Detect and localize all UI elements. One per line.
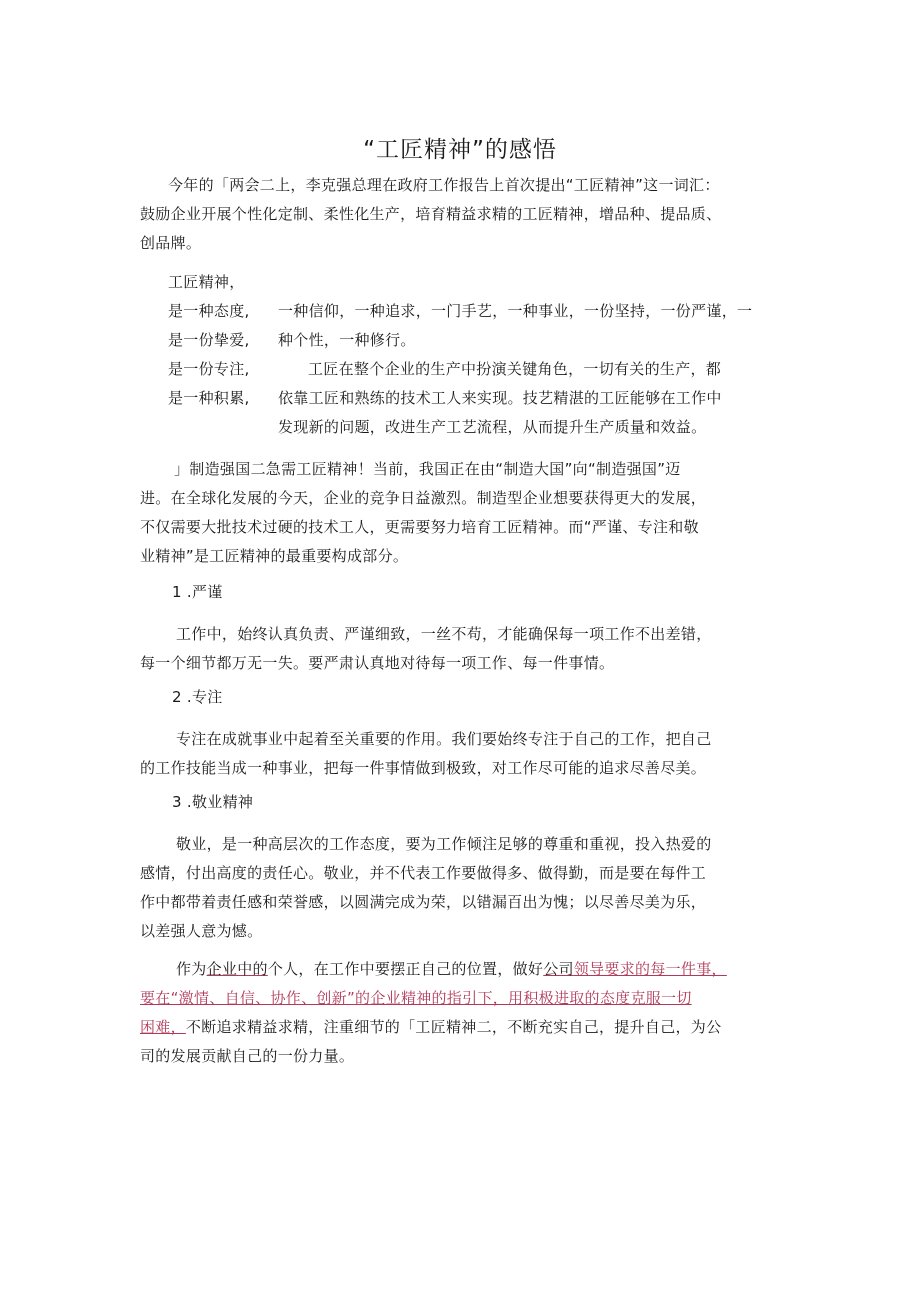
section-body-2 (140, 725, 712, 783)
closing-text: 作为 (176, 960, 207, 978)
section-body-1 (140, 620, 712, 678)
closing-paragraph (140, 955, 727, 1071)
strong-line: 进。在全球化发展的今天，企业的竞争日益激烈。制造型企业想要获得更大的发展， (140, 489, 707, 507)
definition-left-item: 是一种积累, (168, 389, 250, 407)
section-line: 敬业，是一种高层次的工作态度，要为工作倾注足够的尊重和重视，投入热爱的 (176, 835, 712, 853)
closing-highlight: 困难， (140, 1018, 186, 1036)
definition-left-item: 是一份挚爱, (168, 331, 250, 349)
section-line: 工作中，始终认真负责、严谨细致，一丝不苟，才能确保每一项工作不出差错， (176, 625, 712, 643)
section-line: 作中都带着责任感和荣誉感，以圆满完成为荣，以错漏百出为愧；以尽善尽美为乐， (140, 893, 707, 911)
definition-left-item: 是一种态度, (168, 302, 250, 320)
intro-line: 今年的「两会二上，李克强总理在政府工作报告上首次提出“工匠精神”这一词汇： (168, 176, 720, 194)
intro-line: 创品牌。 (140, 234, 202, 252)
section-heading-1: 1 .严谨 (172, 583, 223, 601)
strong-line: 业精神”是工匠精神的最重要构成部分。 (140, 547, 409, 565)
closing-text: 不断追求精益求精，注重细节的「工匠精神二，不断充实自己，提升自己，为公 (185, 1018, 722, 1036)
definition-right-line: 依靠工匠和熟练的技术工人来实现。技艺精湛的工匠能够在工作中 (278, 389, 722, 407)
strong-country-paragraph (140, 455, 706, 571)
section-heading-3: 3 .敬业精神 (172, 793, 254, 811)
intro-line: 鼓励企业开展个性化定制、柔性化生产，培育精益求精的工匠精神，增品种、提品质、 (140, 205, 722, 223)
strong-line: 」制造强国二急需工匠精神！当前，我国正在由“制造大国”向“制造强国”迈 (174, 460, 681, 478)
closing-line-3 (140, 1013, 727, 1042)
section-line: 的工作技能当成一种事业，把每一件事情做到极致，对工作尽可能的追求尽善尽美。 (140, 759, 707, 777)
section-body-3 (140, 830, 712, 946)
definition-left-item: 是一份专注, (168, 360, 250, 378)
strong-line: 不仅需要大批技术过硬的技术工人，更需要努力培育工匠精神。而“严谨、专注和敬 (140, 518, 699, 536)
closing-line-4: 司的发展贡献自己的一份力量。 (140, 1047, 355, 1065)
closing-line-2: 要在“激情、自信、协作、创新”的企业精神的指引下，用积极进取的态度克服一切 (140, 989, 692, 1007)
section-line: 以差强人意为憾。 (140, 922, 263, 940)
section-line: 感情，付出高度的责任心。敬业，并不代表工作要做得多、做得勤，而是要在每件工 (140, 864, 707, 882)
closing-highlight: 公司 (543, 960, 574, 978)
closing-line-1 (140, 955, 727, 984)
closing-highlight: 企业中的 (206, 960, 268, 978)
intro-paragraph (140, 171, 721, 258)
definition-left-column (168, 297, 250, 413)
definition-right-column (278, 297, 752, 442)
page-title: “工匠精神”的感悟 (363, 137, 557, 163)
definition-heading: 工匠精神， (168, 273, 245, 291)
section-heading-2: 2 .专注 (172, 688, 223, 706)
definition-right-line: 种个性，一种修行。 (278, 331, 416, 349)
section-line: 每一个细节都万无一失。要严肃认真地对待每一项工作、每一件事情。 (140, 654, 615, 672)
definition-right-line: 发现新的问题，改进生产工艺流程，从而提升生产质量和效益。 (278, 418, 707, 436)
definition-right-line: 一种信仰，一种追求，一门手艺，一种事业，一份坚持，一份严谨，一 (278, 302, 753, 320)
closing-text: 个人，在工作中要摆正自己的位置，做好 (267, 960, 544, 978)
definition-right-line: 工匠在整个企业的生产中扮演关键角色，一切有关的生产，都 (308, 360, 722, 378)
section-line: 专注在成就事业中起着至关重要的作用。我们要始终专注于自己的工作，把自己 (176, 730, 712, 748)
closing-highlight: 领导要求的每一件事， (573, 960, 727, 978)
